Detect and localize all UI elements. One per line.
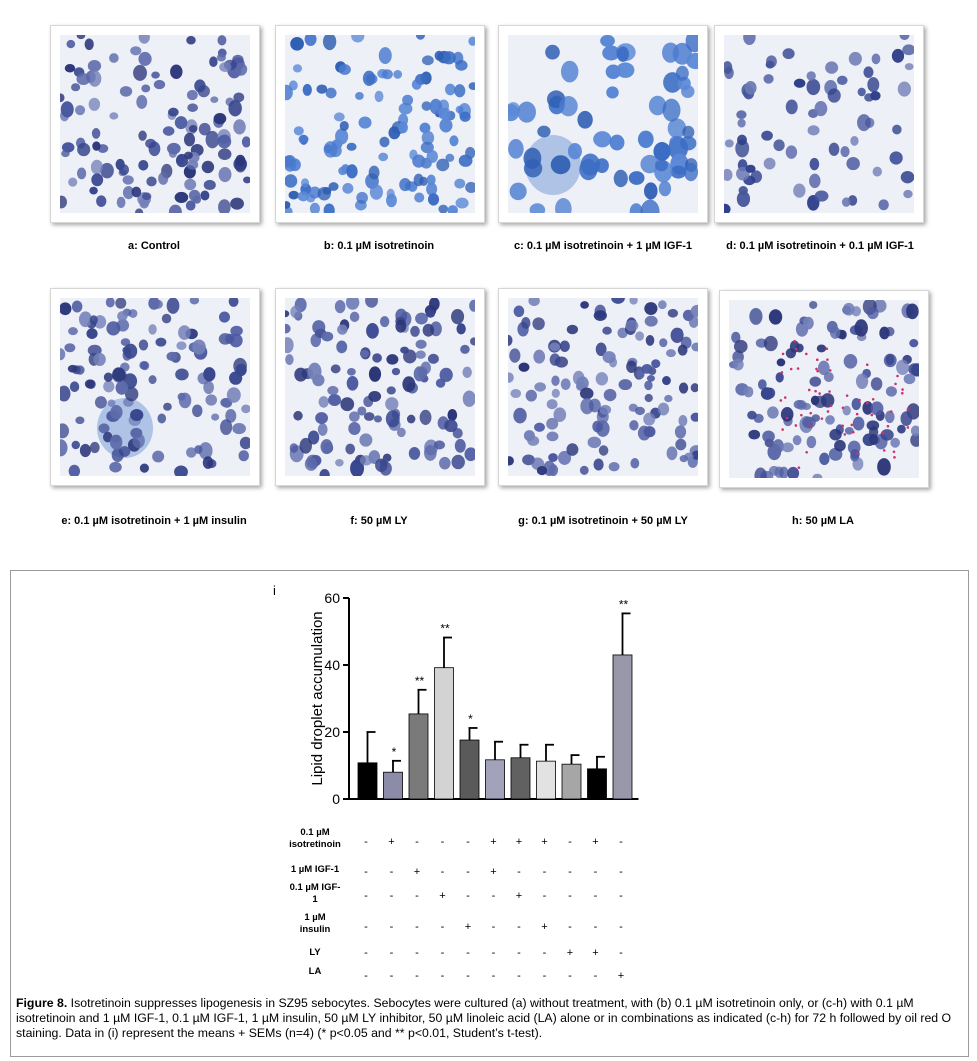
micrograph-d <box>714 25 924 223</box>
caption-a: a: Control <box>128 240 180 252</box>
treatment-mark: - <box>440 947 445 959</box>
micrograph-image-g <box>508 298 698 476</box>
treatment-mark: - <box>415 921 419 933</box>
micrograph-image-f <box>285 298 475 476</box>
figure-caption <box>16 996 961 1041</box>
micrograph-image-a <box>60 35 250 213</box>
cell-texture <box>60 298 250 476</box>
treatment-mark: - <box>364 866 368 878</box>
treatment-mark: - <box>389 890 394 902</box>
treatment-label-la: LA <box>308 966 322 977</box>
caption-b: b: 0.1 µM isotretinoin <box>323 240 435 252</box>
significance-mark: ** <box>618 597 629 612</box>
treatment-mark: + <box>490 836 497 848</box>
treatment-mark: - <box>593 921 598 933</box>
treatment-mark: - <box>440 866 445 878</box>
treatment-mark: + <box>464 921 472 933</box>
treatment-mark: - <box>466 836 470 848</box>
bar <box>511 758 530 799</box>
caption-e: e: 0.1 µM isotretinoin + 1 µM insulin <box>61 515 247 527</box>
micrograph-e <box>50 288 260 486</box>
micrograph-image-e <box>60 298 250 476</box>
y-axis-label: Lipid droplet accumulation <box>309 611 326 786</box>
significance-mark: ** <box>414 673 425 688</box>
cell-texture <box>508 298 698 476</box>
bar <box>358 763 377 799</box>
micrograph-c <box>498 25 708 223</box>
treatment-mark: - <box>619 866 623 878</box>
cell-texture <box>729 300 919 478</box>
treatment-mark: - <box>466 970 470 982</box>
cell-texture <box>508 35 698 213</box>
micrograph-image-b <box>285 35 475 213</box>
caption-f: f: 50 µM LY <box>350 515 408 527</box>
bar <box>384 772 403 799</box>
treatment-mark: - <box>593 866 598 878</box>
treatment-mark: - <box>542 970 547 982</box>
treatment-mark: - <box>389 970 394 982</box>
treatment-mark: - <box>440 836 445 848</box>
treatment-mark: - <box>542 890 547 902</box>
caption-d: d: 0.1 µM isotretinoin + 0.1 µM IGF-1 <box>726 240 914 252</box>
caption-g: g: 0.1 µM isotretinoin + 50 µM LY <box>518 515 688 527</box>
bar <box>613 655 632 799</box>
treatment-mark: - <box>517 866 521 878</box>
significance-mark: * <box>391 744 397 759</box>
treatment-mark: - <box>593 970 598 982</box>
treatment-mark: - <box>619 947 623 959</box>
treatment-label-ly: LY <box>309 947 321 958</box>
micrograph-image-d <box>724 35 914 213</box>
treatment-mark: - <box>517 947 521 959</box>
treatment-mark: + <box>413 866 421 878</box>
treatment-mark: - <box>415 890 419 902</box>
treatment-mark: - <box>364 921 368 933</box>
treatment-mark: + <box>592 836 599 848</box>
treatment-mark: + <box>566 947 574 959</box>
treatment-label-igf1-1um: 1 µM IGF-1 <box>290 864 340 875</box>
treatment-mark: + <box>515 836 523 848</box>
treatment-mark: - <box>389 866 394 878</box>
cell-texture <box>60 35 250 213</box>
treatment-label-insulin: 1 µM insulin <box>299 912 331 935</box>
treatment-mark: + <box>617 970 625 982</box>
cell-texture <box>285 35 475 213</box>
treatment-mark: - <box>466 866 470 878</box>
cell-texture <box>285 298 475 476</box>
treatment-mark: + <box>515 890 523 902</box>
micrograph-g <box>498 288 708 486</box>
treatment-mark: - <box>491 970 496 982</box>
micrograph-h <box>719 290 929 488</box>
treatment-mark: - <box>466 947 470 959</box>
significance-mark: * <box>468 711 473 726</box>
treatment-mark: - <box>619 890 623 902</box>
treatment-label-igf1-01um: 0.1 µM IGF- 1 <box>289 882 341 905</box>
treatment-mark: - <box>517 921 521 933</box>
micrograph-image-c <box>508 35 698 213</box>
treatment-mark: - <box>364 890 368 902</box>
caption-c: c: 0.1 µM isotretinoin + 1 µM IGF-1 <box>513 240 692 252</box>
significance-mark: ** <box>440 621 450 636</box>
treatment-mark: - <box>364 836 368 848</box>
bar <box>486 760 505 799</box>
treatment-mark: + <box>541 836 548 848</box>
treatment-mark: - <box>619 921 623 933</box>
micrograph-a <box>50 25 260 223</box>
bar <box>435 668 454 799</box>
y-tick-label: 20 <box>324 724 340 740</box>
treatment-mark: - <box>619 836 623 848</box>
treatment-mark: - <box>491 947 496 959</box>
treatment-mark: - <box>542 947 547 959</box>
treatment-mark: - <box>440 921 445 933</box>
treatment-mark: - <box>364 970 368 982</box>
caption-h: h: 50 µM LA <box>792 515 854 527</box>
treatment-label-isotretinoin: 0.1 µM isotretinoin <box>289 827 341 850</box>
treatment-mark: - <box>568 921 572 933</box>
y-tick-label: 0 <box>332 791 340 807</box>
treatment-mark: - <box>415 970 419 982</box>
treatment-mark: - <box>364 947 368 959</box>
micrograph-b <box>275 25 485 223</box>
treatment-mark: - <box>415 947 419 959</box>
bar <box>588 769 607 799</box>
treatment-mark: - <box>568 866 572 878</box>
bar <box>537 761 556 799</box>
y-tick-label: 60 <box>324 590 340 606</box>
treatment-mark: + <box>541 921 548 933</box>
y-tick-label: 40 <box>324 657 340 673</box>
treatment-mark: + <box>388 836 395 848</box>
figure-caption-text: Isotretinoin suppresses lipogenesis in SZ95 sebocytes. Sebocytes were cultured (a) without treatment, with (b) 0.1 µM isotretinoin only, or (c-h) with 0.1 µM isotretinoin and 1 µM IGF-1, 0.1 µM IGF-1, 1 µM insulin, 50 µM LY inhibitor, 50 µM linoleic acid (LA) alone or in combinations as indicated (c-h) for 72 h followed by oil red O staining. Data in (i) represent the means + SEMs (n=4) (* p<0.05 and ** p<0.01, Student’s t-test). <box>16 996 952 1040</box>
treatment-mark: - <box>389 921 394 933</box>
micrograph-f <box>275 288 485 486</box>
treatment-mark: - <box>517 970 521 982</box>
micrograph-image-h <box>729 300 919 478</box>
bar <box>409 714 428 799</box>
bar <box>460 740 479 799</box>
bar <box>562 764 581 799</box>
cell-texture <box>724 35 914 213</box>
treatment-mark: - <box>466 890 470 902</box>
treatment-mark: - <box>415 836 419 848</box>
treatment-mark: - <box>542 866 547 878</box>
panel-i-label: i <box>273 583 276 598</box>
treatment-mark: + <box>439 890 446 902</box>
treatment-mark: - <box>568 836 572 848</box>
treatment-mark: - <box>568 890 572 902</box>
treatment-mark: + <box>490 866 497 878</box>
treatment-mark: + <box>592 947 599 959</box>
treatment-mark: - <box>440 970 445 982</box>
lipid-bar-chart <box>300 585 670 815</box>
figure-caption-label: Figure 8. <box>16 996 68 1010</box>
treatment-mark: - <box>491 890 496 902</box>
treatment-mark: - <box>491 921 496 933</box>
treatment-mark: - <box>568 970 572 982</box>
treatment-mark: - <box>389 947 394 959</box>
treatment-mark: - <box>593 890 598 902</box>
